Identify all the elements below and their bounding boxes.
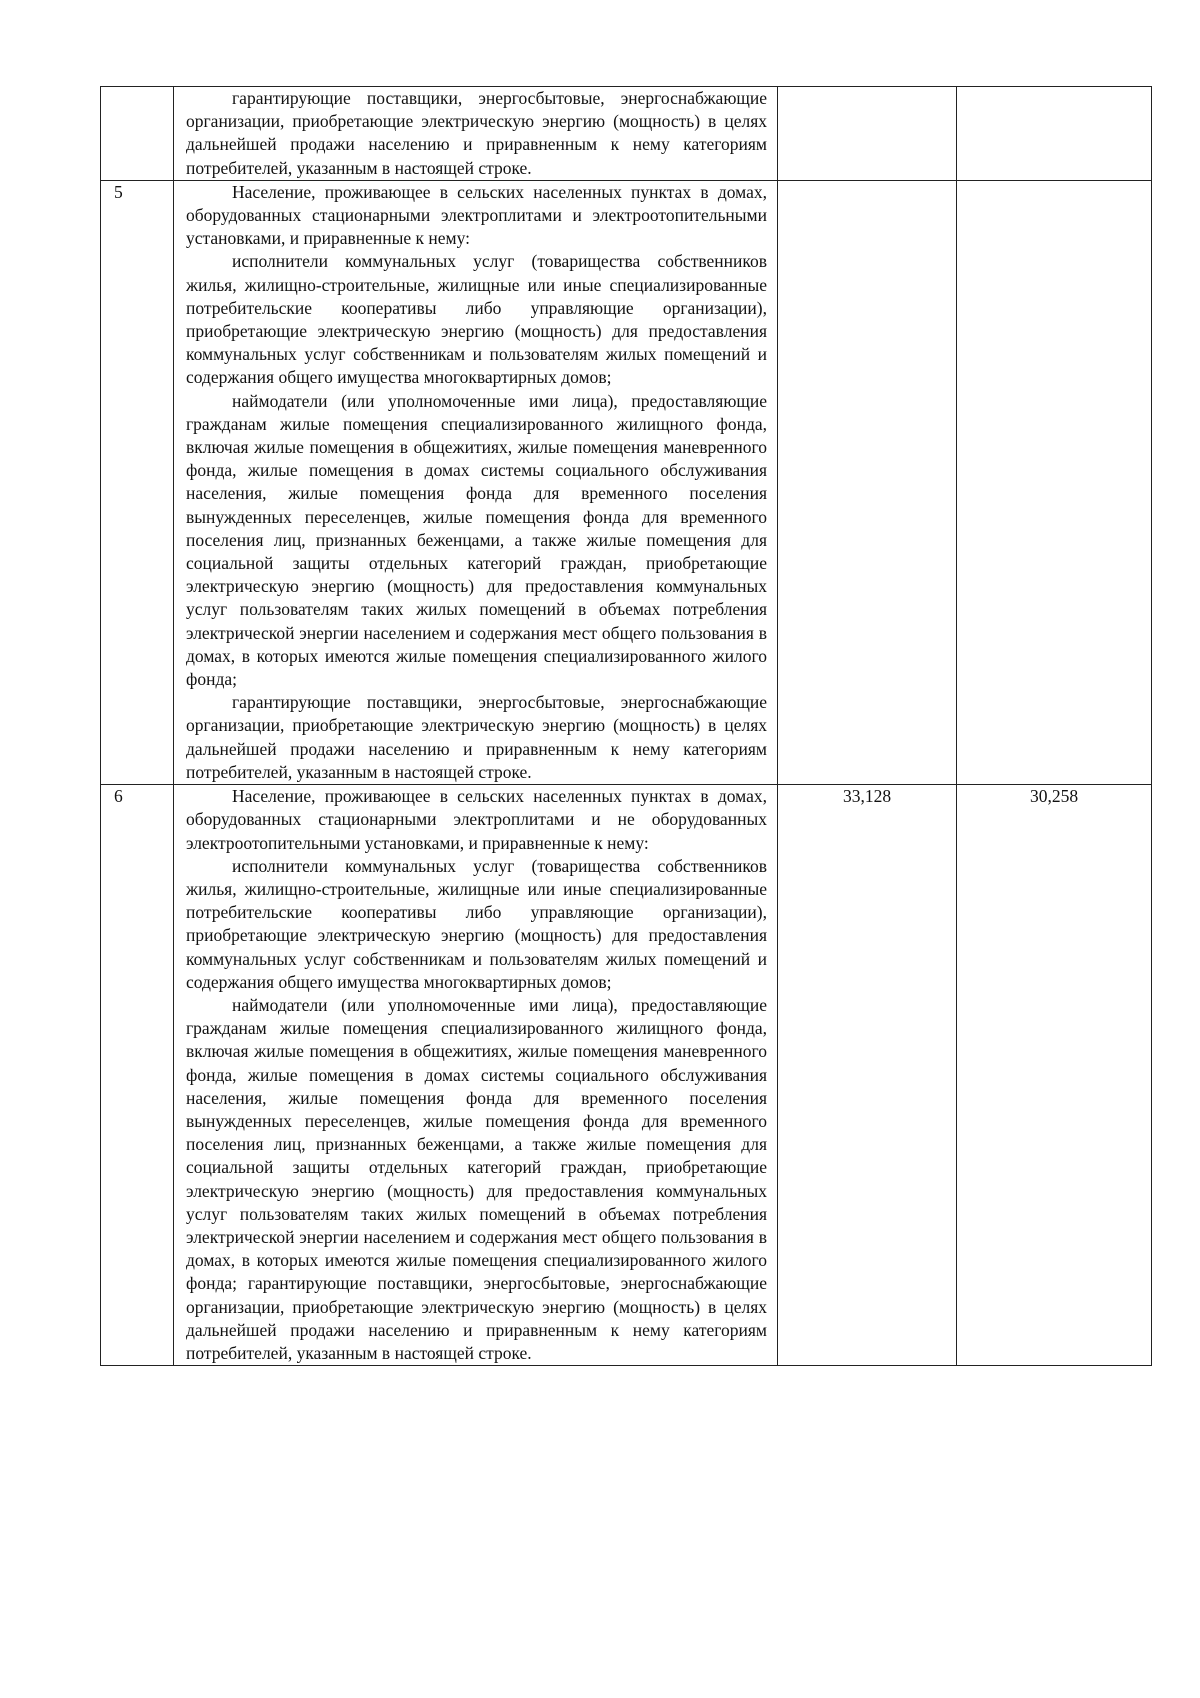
description-paragraph: Население, проживающее в сельских населенных пунктах в домах, оборудованных стационарными электроплитами и электроотопительными установками, и приравненные к нему:	[186, 181, 767, 249]
table-row	[101, 87, 1152, 181]
row-description	[174, 87, 778, 181]
description-paragraph: Население, проживающее в сельских населенных пунктах в домах, оборудованных стационарными электроплитами и не оборудованных электроотопительными установками, и приравненные к нему:	[186, 786, 767, 853]
description-paragraph: гарантирующие поставщики, энергосбытовые, энергоснабжающие организации, приобретающие электрическую энергию (мощность) в целях дальнейшей продажи населению и приравненным к нему категориям потребителей, указанным в настоящей строке.	[186, 692, 767, 782]
row-value-2: 30,258	[957, 785, 1152, 1366]
description-paragraph: наймодатели (или уполномоченные ими лица), предоставляющие гражданам жилые помещения специализированного жилищного фонда, включая жилые помещения в общежитиях, жилые помещения маневренного фонда, жилые помещения в домах системы социального обслуживания населения, жилые помещения фонда для временного поселения вынужденных переселенцев, жилые помещения фонда для временного поселения лиц, признанных беженцами, а также жилые помещения для социальной защиты отдельных категорий граждан, приобретающие электрическую энергию (мощность) для предоставления коммунальных услуг пользователям таких жилых помещений в объемах потребления электрической энергии населением и содержания мест общего пользования в домах, в которых имеются жилые помещения специализированного жилого фонда; гарантирующие поставщики, энергосбытовые, энергоснабжающие организации, приобретающие электрическую энергию (мощность) в целях дальнейшей продажи населению и приравненным к нему категориям потребителей, указанным в настоящей строке.	[186, 994, 767, 1363]
table-row	[101, 180, 1152, 784]
table-row	[101, 785, 1152, 1366]
row-value-1	[778, 180, 957, 784]
row-value-1	[778, 87, 957, 181]
description-paragraph: исполнители коммунальных услуг (товарищества собственников жилья, жилищно-строительные, жилищные или иные специализированные потребительские кооперативы либо управляющие организации), приобретающие электрическую энергию (мощность) для предоставления коммунальных услуг собственникам и пользователям жилых помещений и содержания общего имущества многоквартирных домов;	[186, 855, 767, 992]
description-paragraph: гарантирующие поставщики, энергосбытовые, энергоснабжающие организации, приобретающие электрическую энергию (мощность) в целях дальнейшей продажи населению и приравненным к нему категориям потребителей, указанным в настоящей строке.	[186, 88, 767, 178]
tariff-table	[100, 86, 1152, 1366]
row-value-2	[957, 87, 1152, 181]
description-paragraph: наймодатели (или уполномоченные ими лица), предоставляющие гражданам жилые помещения специализированного жилищного фонда, включая жилые помещения в общежитиях, жилые помещения маневренного фонда, жилые помещения в домах системы социального обслуживания населения, жилые помещения фонда для временного поселения вынужденных переселенцев, жилые помещения фонда для временного поселения лиц, признанных беженцами, а также жилые помещения для социальной защиты отдельных категорий граждан, приобретающие электрическую энергию (мощность) для предоставления коммунальных услуг пользователям таких жилых помещений в объемах потребления электрической энергии населением и содержания мест общего пользования в домах, в которых имеются жилые помещения специализированного жилого фонда;	[186, 390, 767, 690]
row-description	[174, 180, 778, 784]
row-value-2	[957, 180, 1152, 784]
row-description	[174, 785, 778, 1366]
description-paragraph: исполнители коммунальных услуг (товарищества собственников жилья, жилищно-строительные, жилищные или иные специализированные потребительские кооперативы либо управляющие организации), приобретающие электрическую энергию (мощность) для предоставления коммунальных услуг собственникам и пользователям жилых помещений и содержания общего имущества многоквартирных домов;	[186, 251, 767, 388]
row-value-1: 33,128	[778, 785, 957, 1366]
row-number: 6	[101, 785, 174, 1366]
row-number: 5	[101, 180, 174, 784]
row-number	[101, 87, 174, 181]
